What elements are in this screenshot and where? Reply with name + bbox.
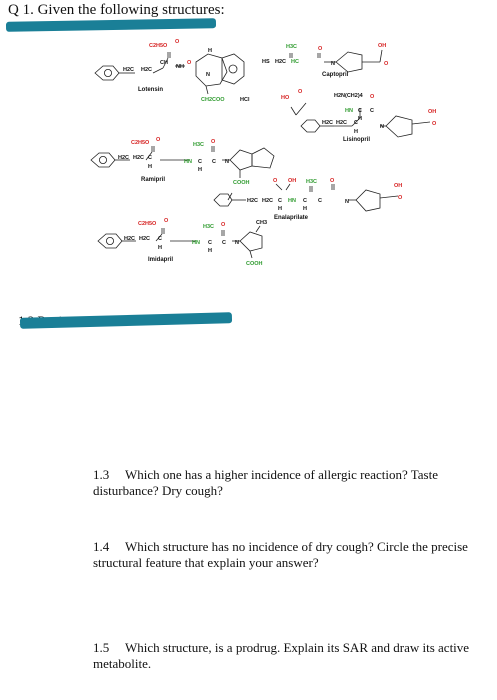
lotensin-acid: CH2COO <box>201 97 225 103</box>
imidapril-h: H <box>158 245 162 251</box>
captopril-hs: HS <box>262 59 270 65</box>
imidapril-h2c: H2C <box>124 236 136 242</box>
lotensin-h2c-2: H2C <box>141 67 153 73</box>
captopril-h2c: H2C <box>275 59 287 65</box>
question-number-1-4: 1.4 <box>93 539 110 554</box>
imidapril-name: Imidapril <box>148 257 174 263</box>
ramipril-cooh: COOH <box>233 180 250 186</box>
enalaprilate-c3: C <box>318 198 322 204</box>
captopril-hc: HC <box>291 59 299 65</box>
ramipril-n: N <box>225 159 229 165</box>
lisinopril-h2: H <box>358 116 362 122</box>
lisinopril-benzene-ring <box>301 120 320 132</box>
captopril-oh: OH <box>378 43 387 49</box>
enalaprilate-oh: OH <box>288 178 297 184</box>
lotensin-name: Lotensin <box>138 87 163 93</box>
lisinopril-h: H <box>354 129 358 135</box>
lotensin-benzene-fused <box>222 54 244 84</box>
lotensin-h: H <box>208 48 212 54</box>
lisinopril-c: C <box>354 120 358 126</box>
enalaprilate-h2: H <box>303 206 307 212</box>
lisinopril-h2c: H2C <box>322 120 334 126</box>
enalaprilate-o2: O <box>330 178 335 184</box>
ramipril-h2c-2: H2C <box>133 155 145 161</box>
question-number-1-5: 1.5 <box>93 640 110 655</box>
enalaprilate-c: C <box>278 198 282 204</box>
ramipril-h2c: H2C <box>118 155 130 161</box>
enalaprilate-h: H <box>278 206 282 212</box>
lotensin-nh: NH <box>176 64 184 70</box>
ramipril-c3: C <box>212 159 216 165</box>
question-title: Q 1. Given the following structures: <box>8 2 225 18</box>
enalaprilate-h2c-2: H2C <box>262 198 274 204</box>
question-text-1-5: Which structure, is a prodrug. Explain its SAR and draw its active metabolite. <box>93 640 470 671</box>
enalaprilate-c2: C <box>303 198 307 204</box>
lisinopril-proline-ring <box>386 116 412 137</box>
ramipril-o2: O <box>211 139 216 145</box>
lotensin-h2c: H2C <box>123 67 135 73</box>
question-text-1-3: Which one has a higher incidence of allergic reaction? Taste disturbance? Dry cough? <box>93 467 438 498</box>
ramipril-h2: H <box>198 167 202 173</box>
ramipril-pyrrolidine <box>230 150 252 170</box>
captopril-name: Captopril <box>322 72 349 78</box>
lotensin-o2: O <box>187 60 192 66</box>
ramipril-cyclopentane <box>252 148 274 168</box>
lisinopril-o3: O <box>432 121 437 127</box>
enalaprilate-h2c: H2C <box>247 198 259 204</box>
ramipril-hn: HN <box>184 159 192 165</box>
imidapril-h3c: H3C <box>203 224 215 230</box>
ramipril-h: H <box>148 164 152 170</box>
imidapril-cooh: COOH <box>246 261 263 267</box>
chemical-structures-figure <box>0 0 497 300</box>
enalaprilate-oh-2: OH <box>394 183 403 189</box>
imidapril-o: O <box>164 218 169 224</box>
lisinopril-name: Lisinopril <box>343 137 370 143</box>
question-text-1-4: Which structure has no incidence of dry cough? Circle the precise structural feature that explain your answer? <box>93 539 468 570</box>
ramipril-o: O <box>156 137 161 143</box>
captopril-o2: O <box>384 61 389 67</box>
lisinopril-ho: HO <box>281 95 290 101</box>
lisinopril-o: O <box>298 89 303 95</box>
lotensin-n: N <box>206 72 210 78</box>
ramipril-benzene-ring <box>91 153 115 167</box>
lotensin-o: O <box>175 39 180 45</box>
imidapril-ester: C2H5O <box>138 221 157 227</box>
ramipril-name: Ramipril <box>141 177 166 183</box>
ramipril-c: C <box>148 155 152 161</box>
captopril-o: O <box>318 46 323 52</box>
enalaprilate-n: N <box>345 199 349 205</box>
enalaprilate-h3c: H3C <box>306 179 318 185</box>
imidapril-imidazolidine <box>240 232 262 251</box>
enalaprilate-benzene-ring <box>214 194 232 206</box>
enalaprilate-proline-ring <box>356 190 380 211</box>
imidapril-ch3: CH3 <box>256 220 268 226</box>
captopril-proline-ring <box>336 52 362 72</box>
enalaprilate-o3: O <box>398 195 403 201</box>
lotensin-ester: C2H5O <box>149 43 168 49</box>
lisinopril-n: N <box>380 124 384 130</box>
imidapril-n: N <box>235 240 239 246</box>
enalaprilate-hn: HN <box>288 198 296 204</box>
lisinopril-o2: O <box>370 94 375 100</box>
enalaprilate-o: O <box>273 178 278 184</box>
imidapril-benzene-ring <box>98 234 122 248</box>
lisinopril-c3: C <box>370 108 374 114</box>
lisinopril-hn: HN <box>345 108 353 114</box>
imidapril-c2: C <box>208 240 212 246</box>
ramipril-c2: C <box>198 159 202 165</box>
imidapril-c: C <box>158 236 162 242</box>
captopril-n: N <box>331 61 335 67</box>
enalaprilate-name: Enalaprilate <box>274 215 309 221</box>
lisinopril-amine: H2N(CH2)4 <box>334 93 363 99</box>
ramipril-h3c: H3C <box>193 142 205 148</box>
lisinopril-h2c-2: H2C <box>336 120 348 126</box>
question-number-1-3: 1.3 <box>93 467 110 482</box>
imidapril-c3: C <box>222 240 226 246</box>
lotensin-salt: HCl <box>240 97 250 103</box>
lotensin-ch: CH <box>160 60 168 66</box>
imidapril-h2: H <box>208 248 212 254</box>
imidapril-o2: O <box>221 222 226 228</box>
lotensin-benzene-ring <box>95 66 119 80</box>
imidapril-h2c-2: H2C <box>139 236 151 242</box>
captopril-h3c: H3C <box>286 44 298 50</box>
lisinopril-oh: OH <box>428 109 437 115</box>
imidapril-hn: HN <box>192 240 200 246</box>
lisinopril-c2: C <box>358 108 362 114</box>
ramipril-ester: C2H5O <box>131 140 150 146</box>
